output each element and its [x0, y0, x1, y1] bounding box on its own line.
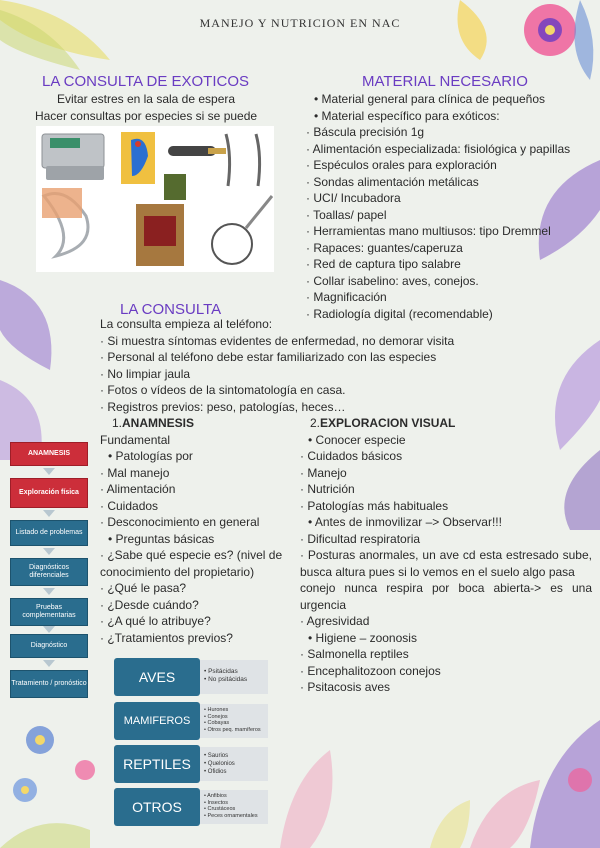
- material-bullet: • Material específico para exóticos:: [306, 108, 570, 125]
- category-aves: [114, 658, 268, 696]
- leaves-left-decoration: [0, 260, 70, 460]
- anamnesis-heading: ANAMNESIS: [122, 416, 195, 430]
- anamnesis-item: · Alimentación: [100, 481, 282, 498]
- la-consulta-list: [100, 316, 454, 415]
- material-item: · Red de captura tipo salabre: [306, 256, 570, 273]
- category-label: MAMIFEROS: [114, 702, 200, 740]
- material-item: · Rapaces: guantes/caperuza: [306, 240, 570, 257]
- exploracion-section: [300, 415, 592, 696]
- flow-step: Exploración física: [10, 478, 88, 508]
- category-item: • Otros peq. mamíferos: [204, 727, 266, 734]
- exploracion-bullet: • Higiene – zoonosis: [300, 630, 592, 647]
- material-list: [306, 91, 570, 322]
- material-item: · Espéculos orales para exploración: [306, 157, 570, 174]
- category-item: • Anfibios: [204, 793, 266, 800]
- category-item: • Crustáceos: [204, 806, 266, 813]
- materials-photo: [36, 126, 274, 272]
- category-item: • Insectos: [204, 800, 266, 807]
- category-item: • Cobayas: [204, 720, 266, 727]
- category-items: [200, 790, 268, 824]
- anamnesis-question: · ¿Tratamientos previos?: [100, 630, 282, 647]
- exploracion-heading: EXPLORACION VISUAL: [320, 416, 456, 430]
- category-items: [200, 704, 268, 738]
- leaves-bottom-right-decoration: [430, 700, 600, 848]
- consulta-exoticos-heading: LA CONSULTA DE EXOTICOS: [42, 73, 249, 90]
- anamnesis-section: [100, 415, 282, 646]
- material-heading: MATERIAL NECESARIO: [362, 73, 528, 90]
- exploracion-item: · Dificultad respiratoria: [300, 531, 592, 548]
- category-mamiferos: [114, 702, 268, 740]
- anamnesis-question: · ¿Qué le pasa?: [100, 580, 282, 597]
- anamnesis-item: · Mal manejo: [100, 465, 282, 482]
- category-items: [200, 747, 268, 781]
- flow-step: ANAMNESIS: [10, 442, 88, 466]
- flow-arrow: [43, 588, 55, 595]
- exploracion-conejo: conejo nunca respira por boca abierta-> es una urgencia: [300, 581, 592, 612]
- material-item: · Herramientas mano multiusos: tipo Dremmel: [306, 223, 570, 240]
- category-item: • Quelonios: [204, 760, 266, 768]
- flow-step: Listado de problemas: [10, 520, 88, 546]
- page-title: MANEJO Y NUTRICION EN NAC: [199, 16, 401, 30]
- category-label: AVES: [114, 658, 200, 696]
- la-consulta-item: · Si muestra síntomas evidentes de enfermedad, no demorar visita: [100, 333, 454, 350]
- flow-step: Diagnóstico: [10, 634, 88, 658]
- flowers-bottom-left-decoration: [0, 690, 110, 848]
- exploracion-item: · Salmonella reptiles: [300, 646, 592, 663]
- exploracion-item: · Manejo: [300, 465, 592, 482]
- exploracion-item: · Nutrición: [300, 481, 592, 498]
- anamnesis-number: 1.: [112, 416, 123, 430]
- category-label: REPTILES: [114, 745, 200, 783]
- la-consulta-item: · Registros previos: peso, patologías, heces…: [100, 399, 454, 416]
- flow-arrow: [43, 548, 55, 555]
- exploracion-bullet: • Conocer especie: [300, 432, 592, 449]
- flow-arrow: [43, 660, 55, 667]
- consulta-exoticos-lines: [20, 91, 272, 124]
- exploracion-number: 2.: [310, 416, 321, 430]
- flow-step: Pruebas complementarias: [10, 598, 88, 626]
- leaf-bottom-center-decoration: [270, 750, 350, 848]
- la-consulta-item: · Personal al teléfono debe estar familiarizado con las especies: [100, 349, 454, 366]
- la-consulta-item: · Fotos o vídeos de la sintomatología en casa.: [100, 382, 454, 399]
- exploracion-item: · Psitacosis aves: [300, 679, 592, 696]
- la-consulta-heading: LA CONSULTA: [120, 301, 222, 318]
- exploracion-posturas: · Posturas anormales, un ave cd esta estresado sube, busca altura pues si lo vemos en el suelo algo pasa: [300, 547, 592, 580]
- anamnesis-question: · ¿Sabe qué especie es? (nivel de: [100, 547, 282, 564]
- material-item: · Báscula precisión 1g: [306, 124, 570, 141]
- category-item: • Peces ornamentales: [204, 813, 266, 820]
- la-consulta-item: · No limpiar jaula: [100, 366, 454, 383]
- anamnesis-question: · ¿Desde cuándo?: [100, 597, 282, 614]
- category-item: • Psitácidas: [204, 668, 266, 676]
- material-bullet: • Material general para clínica de pequeños: [306, 91, 570, 108]
- anamnesis-question-cont: conocimiento del propietario): [100, 564, 255, 579]
- category-items: [200, 660, 268, 694]
- material-item: · Sondas alimentación metálicas: [306, 174, 570, 191]
- anamnesis-item: · Cuidados: [100, 498, 282, 515]
- flow-arrow: [43, 626, 55, 633]
- flow-step: Diagnósticos diferenciales: [10, 558, 88, 586]
- exploracion-item: · Agresividad: [300, 613, 592, 630]
- anamnesis-question: · ¿A qué lo atribuye?: [100, 613, 282, 630]
- material-item: · Collar isabelino: aves, conejos.: [306, 273, 570, 290]
- category-item: • Ofidios: [204, 768, 266, 776]
- category-item: • No psitácidas: [204, 676, 266, 684]
- anamnesis-bullet: • Patologías por: [100, 448, 282, 465]
- flow-step: Tratamiento / pronóstico: [10, 670, 88, 698]
- exploracion-item: · Patologías más habituales: [300, 498, 592, 515]
- anamnesis-item: · Desconocimiento en general: [100, 514, 282, 531]
- material-item: · Radiología digital (recomendable): [306, 306, 570, 323]
- flow-arrow: [43, 510, 55, 517]
- la-consulta-intro: La consulta empieza al teléfono:: [100, 317, 273, 331]
- material-item: · Alimentación especializada: fisiológica y papillas: [306, 141, 570, 158]
- exploracion-item: · Cuidados básicos: [300, 448, 592, 465]
- flow-arrow: [43, 468, 55, 475]
- exploracion-bullet: • Antes de inmovilizar –> Observar!!!: [300, 514, 592, 531]
- material-item: · UCI/ Incubadora: [306, 190, 570, 207]
- category-item: • Conejos: [204, 714, 266, 721]
- exploracion-item: · Encephalitozoon conejos: [300, 663, 592, 680]
- category-otros: [114, 788, 268, 826]
- consulta-exoticos-line: Hacer consultas por especies si se puede: [34, 108, 258, 123]
- anamnesis-sub: Fundamental: [100, 432, 171, 447]
- material-item: · Magnificación: [306, 289, 570, 306]
- consulta-exoticos-line: Evitar estres en la sala de espera: [56, 92, 236, 106]
- category-item: • Saurios: [204, 752, 266, 760]
- category-item: • Hurones: [204, 707, 266, 714]
- leaves-top-left-decoration: [0, 0, 120, 80]
- category-label: OTROS: [114, 788, 200, 826]
- category-reptiles: [114, 745, 268, 783]
- material-item: · Toallas/ papel: [306, 207, 570, 224]
- anamnesis-bullet: • Preguntas básicas: [100, 531, 282, 548]
